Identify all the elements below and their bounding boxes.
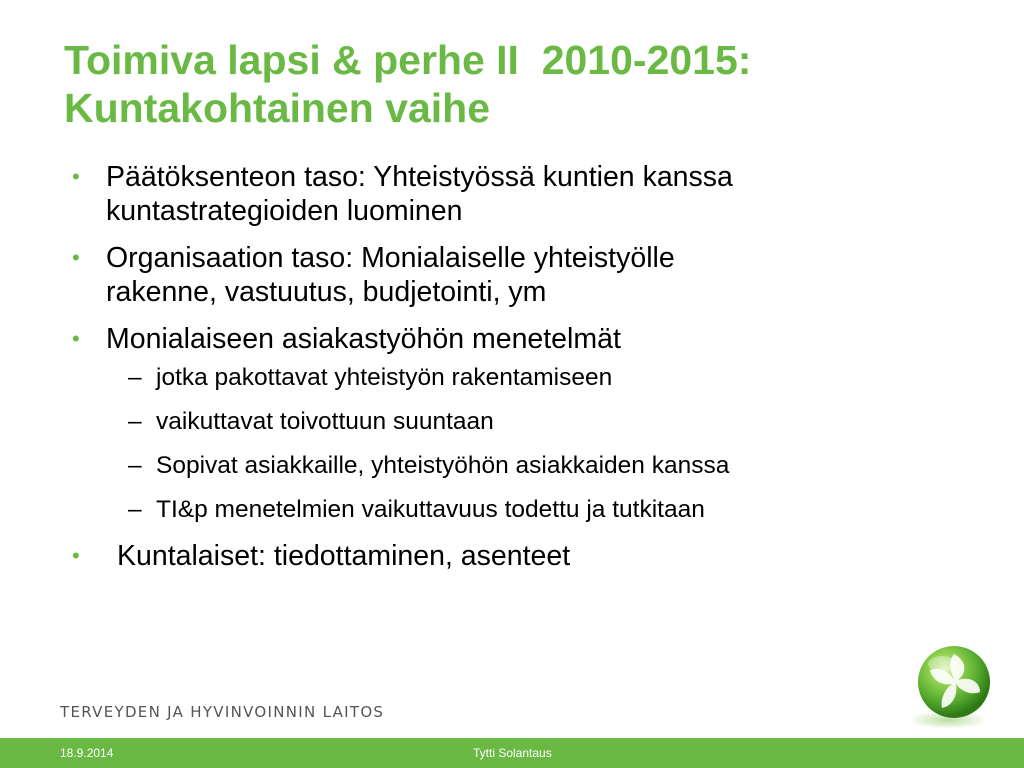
dash-icon: –: [128, 452, 142, 479]
green-globe-icon: [896, 640, 1000, 732]
bullet-text: [106, 161, 733, 227]
bullet-icon: •: [72, 326, 80, 351]
sub-bullet-item: [64, 407, 984, 437]
bullet-text-line: rakenne, vastuutus, budjetointi, ym: [106, 276, 547, 308]
title-line-1: Toimiva lapsi & perhe II 2010-2015:: [64, 37, 752, 83]
bullet-text: [106, 242, 675, 308]
bullet-text-line: Päätöksenteon taso: Yhteistyössä kuntien kanssa: [106, 161, 733, 193]
dash-icon: –: [128, 496, 142, 523]
bullet-text: Kuntalaiset: tiedottaminen, asenteet: [117, 540, 571, 572]
bullet-text: Monialaiseen asiakastyöhön menetelmät: [106, 323, 621, 355]
sub-bullet-text: jotka pakottavat yhteistyön rakentamiseen: [156, 364, 613, 391]
footer-author: Tytti Solantaus: [473, 746, 552, 760]
bullet-item-organization-level: [64, 241, 984, 309]
bullet-list: [64, 160, 984, 586]
sub-bullet-text: TI&p menetelmien vaikuttavuus todettu ja tutkitaan: [156, 496, 705, 523]
bullet-text-line: kuntastrategioiden luominen: [106, 195, 463, 227]
bullet-item-residents: [64, 539, 984, 573]
sub-bullet-item: [64, 495, 984, 525]
sub-bullet-list: [64, 363, 984, 525]
footer-date: 18.9.2014: [60, 746, 114, 760]
bullet-text-line: Organisaation taso: Monialaiselle yhteistyölle: [106, 242, 675, 274]
sub-bullet-text: Sopivat asiakkaille, yhteistyöhön asiakkaiden kanssa: [156, 452, 730, 479]
bullet-icon: •: [72, 164, 80, 189]
sub-list-wrapper: [64, 363, 984, 525]
bullet-item-decision-level: [64, 160, 984, 228]
sub-bullet-text: vaikuttavat toivottuun suuntaan: [156, 408, 494, 435]
bullet-icon: •: [72, 245, 80, 270]
dash-icon: –: [128, 364, 142, 391]
slide-title: [64, 36, 964, 132]
title-line-2: Kuntakohtainen vaihe: [64, 85, 491, 131]
organization-name: TERVEYDEN JA HYVINVOINNIN LAITOS: [60, 703, 385, 721]
bullet-icon: •: [72, 543, 80, 568]
sub-bullet-item: [64, 363, 984, 393]
bullet-item-methods: [64, 322, 984, 356]
dash-icon: –: [128, 408, 142, 435]
sub-bullet-item: [64, 451, 984, 481]
